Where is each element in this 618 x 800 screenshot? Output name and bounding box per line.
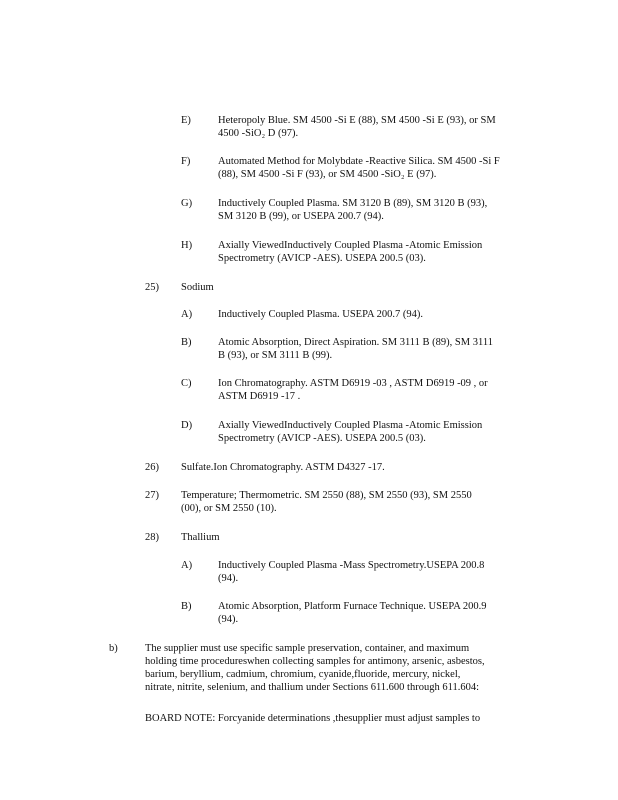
paragraph: The supplier must use specific sample preservation, container, and maximum holding time procedureswhen collecting samples for antimony, arsenic, asbestos, barium, beryllium, cadmium, chromium, cyanide,fluoride, mercury, nickel, nitrate, nitrite, selenium, and thallium under Sections 611.600 through 611.604: [145,643,485,693]
item-label: B) [181,337,192,348]
item-label: G) [181,198,193,209]
item-text: Temperature; Thermometric. SM 2550 (88), SM 2550 (93), SM 2550 (00), or SM 2550 (10). [181,490,472,514]
item-number: 25) [145,282,159,293]
note-text: BOARD NOTE: Forcyanide determinations ,thesupplier must adjust samples to [145,713,481,724]
item-label: b) [109,643,118,654]
item-text: Axially ViewedInductively Coupled Plasma -Atomic Emission Spectrometry (AVICP -AES). USEPA 200.5 (03). [218,420,483,444]
item-text: Sulfate.Ion Chromatography. ASTM D4327 -17. [181,462,385,473]
item-number: 26) [145,462,159,473]
item-label: A) [181,560,193,571]
item-text: Automated Method for Molybdate -Reactive Silica. SM 4500 -Si F (88), SM 4500 -Si F (93), or SM 4500 -SiO₂ E (97). [218,156,500,180]
item-text: Ion Chromatography. ASTM D6919 -03 , ASTM D6919 -09 , or ASTM D6919 -17 . [218,378,488,402]
item-label: A) [181,309,193,320]
item-text: Heteropoly Blue. SM 4500 -Si E (88), SM 4500 -Si E (93), or SM 4500 -SiO₂ D (97). [218,115,496,139]
section-heading: Sodium [181,282,214,293]
item-text: Inductively Coupled Plasma. USEPA 200.7 (94). [218,309,423,320]
item-number: 28) [145,532,159,543]
item-text: Atomic Absorption, Platform Furnace Technique. USEPA 200.9 (94). [218,601,487,625]
item-label: D) [181,420,193,431]
item-label: H) [181,240,193,251]
item-label: F) [181,156,191,167]
item-text: Inductively Coupled Plasma -Mass Spectrometry.USEPA 200.8 (94). [218,560,485,584]
item-label: B) [181,601,192,612]
item-label: C) [181,378,192,389]
item-label: E) [181,115,191,126]
item-text: Atomic Absorption, Direct Aspiration. SM 3111 B (89), SM 3111 B (93), or SM 3111 B (99). [218,337,493,361]
item-text: Axially ViewedInductively Coupled Plasma -Atomic Emission Spectrometry (AVICP -AES). USEPA 200.5 (03). [218,240,483,264]
item-number: 27) [145,490,159,501]
section-heading: Thallium [181,532,220,543]
item-text: Inductively Coupled Plasma. SM 3120 B (89), SM 3120 B (93), SM 3120 B (99), or USEPA 200.7 (94). [218,198,488,222]
